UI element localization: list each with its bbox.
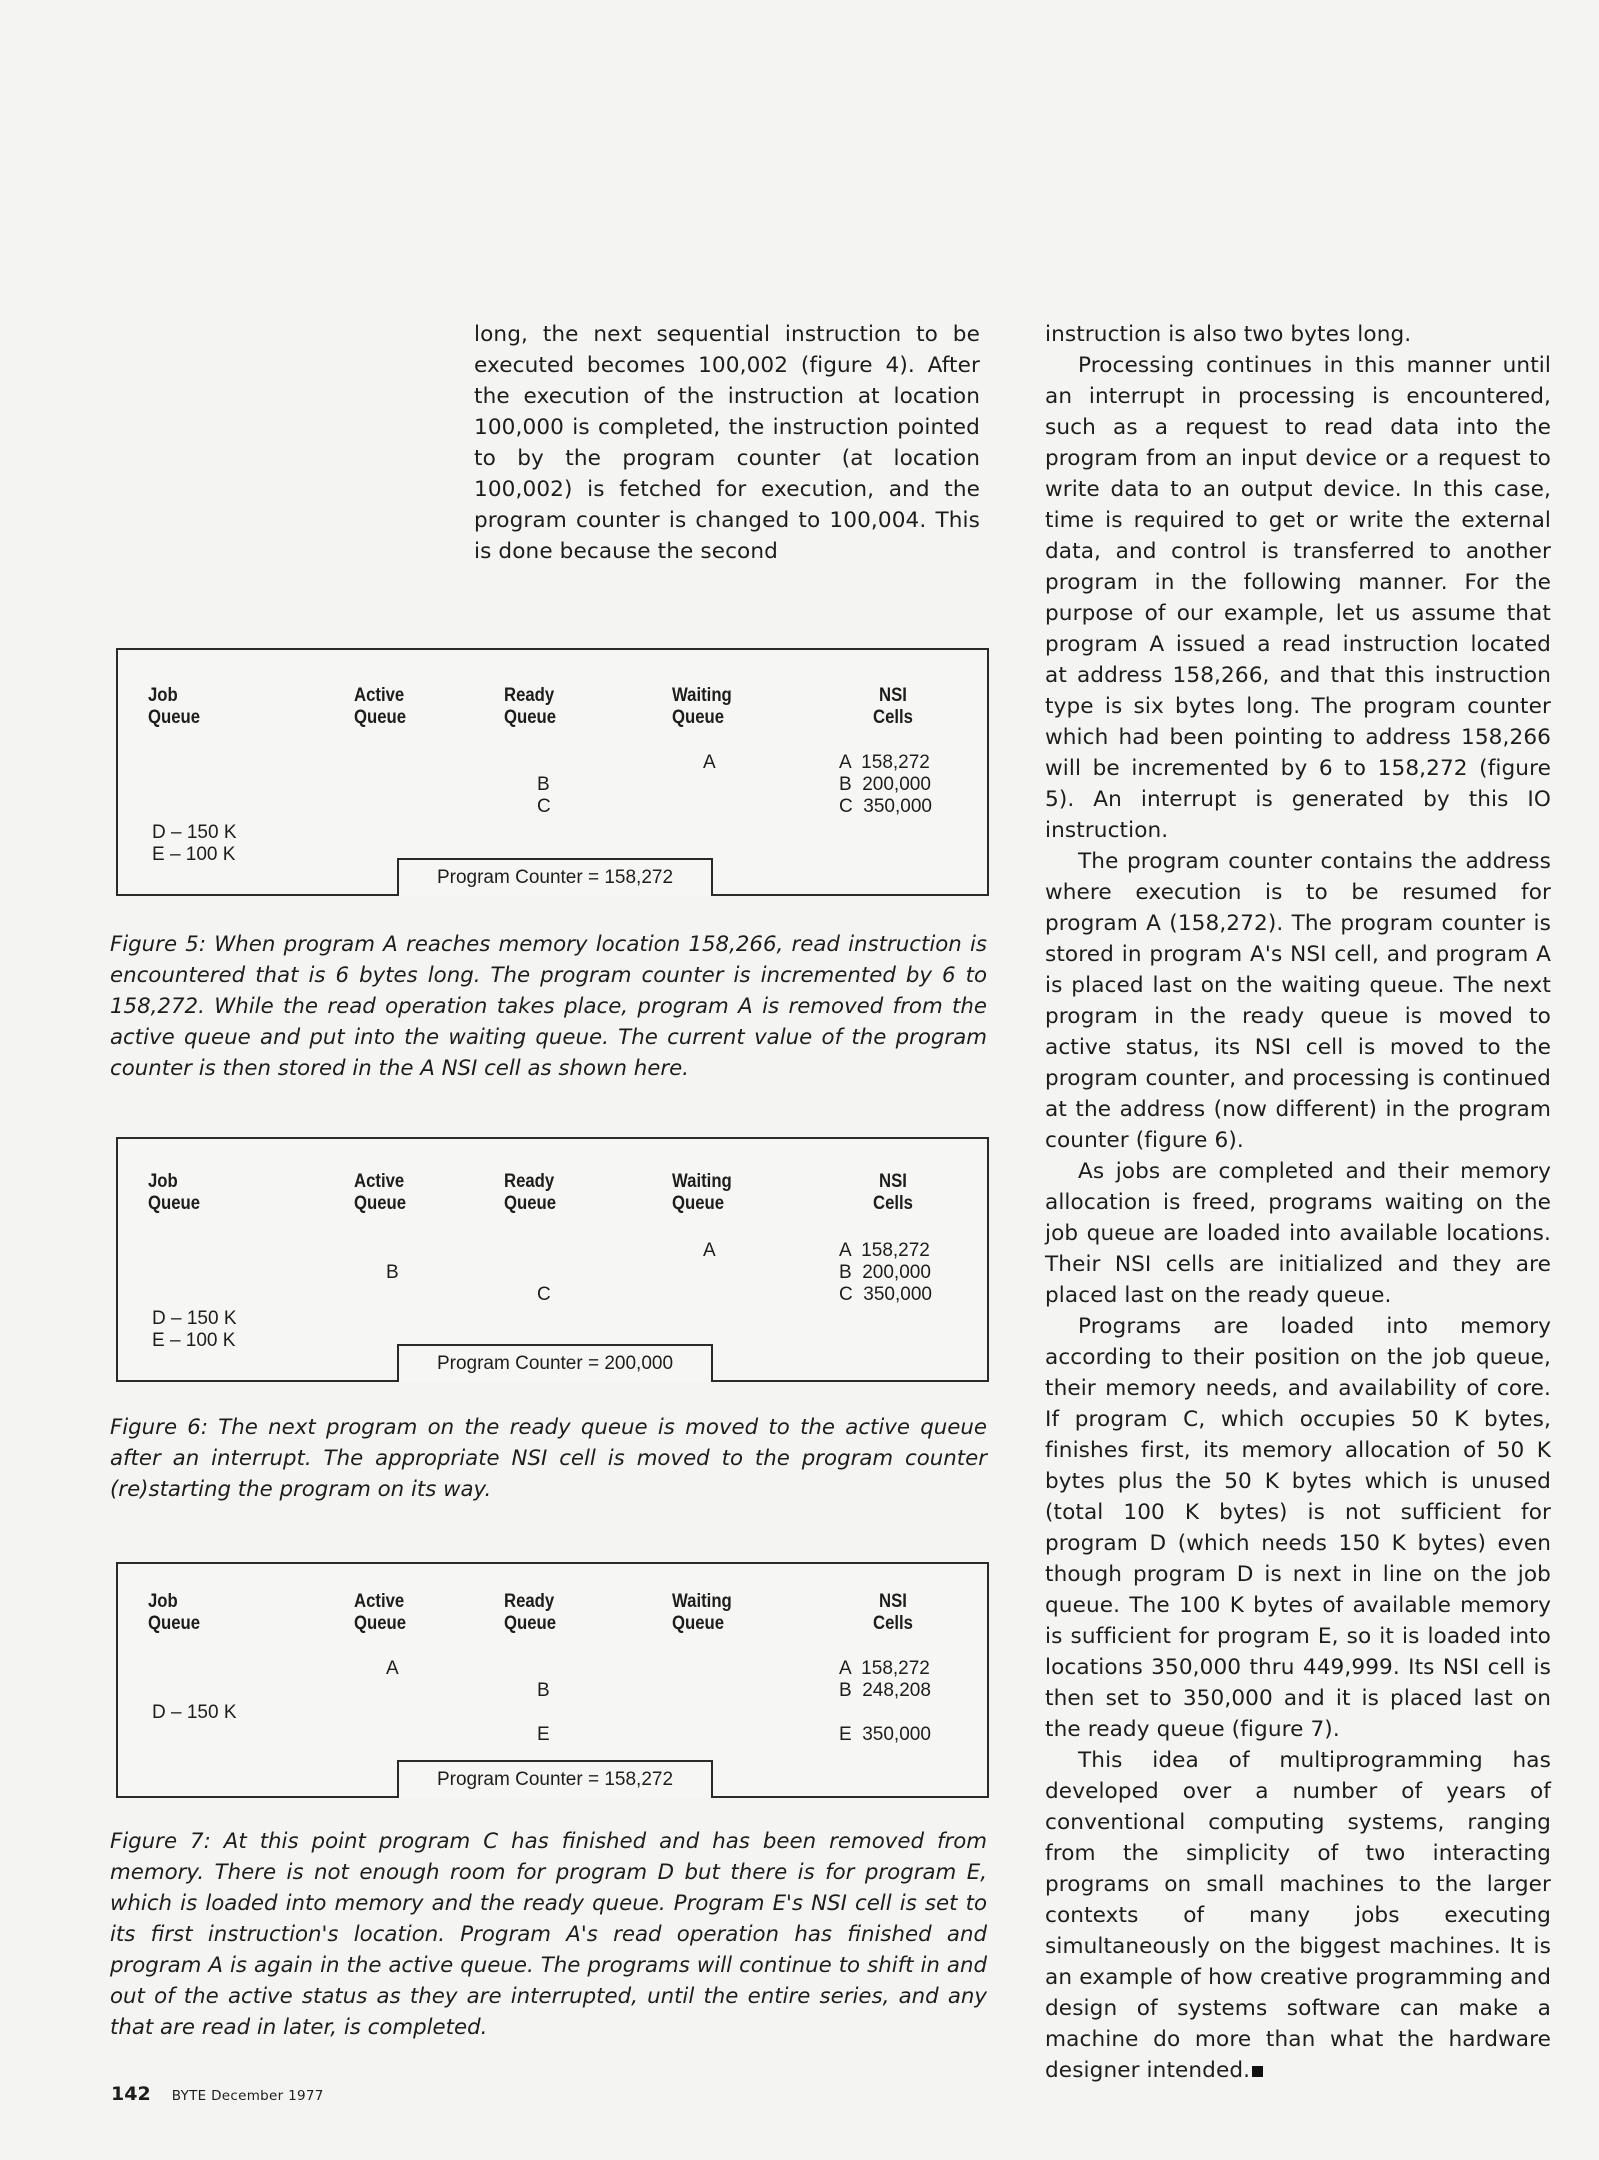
figure-7-diagram [116, 1562, 989, 1798]
article-column-top [474, 319, 980, 567]
program-counter-box: Program Counter = 158,272 [397, 858, 713, 896]
active-queue-item: A [386, 1658, 399, 1679]
job-queue-item: D – 150 K [152, 1308, 237, 1329]
paragraph: instruction is also two bytes long. [1045, 322, 1412, 347]
header-job-queue: Job Queue [148, 1591, 201, 1634]
header-job-queue: Job Queue [148, 685, 201, 728]
nsi-cell: A 158,272 [839, 1240, 930, 1261]
header-ready-queue: Ready Queue [504, 685, 557, 728]
nsi-cell: A 158,272 [839, 752, 930, 773]
nsi-cell: C 350,000 [839, 796, 932, 817]
nsi-cell: A 158,272 [839, 1658, 930, 1679]
header-active-queue: Active Queue [354, 1171, 407, 1214]
header-waiting-queue: Waiting Queue [672, 1171, 732, 1214]
figure-5-caption: Figure 5: When program A reaches memory location 158,266, read instruction is encountered that is 6 bytes long. The program counter is incremented by 6 to 158,272. While the read operation takes place, program A is removed from the active queue and put into the waiting queue. The current value of the program counter is then stored in the A NSI cell as shown here. [110, 932, 987, 1081]
ready-queue-item: E [537, 1724, 550, 1745]
header-waiting-queue: Waiting Queue [672, 1591, 732, 1634]
nsi-cell: C 350,000 [839, 1284, 932, 1305]
page-footer [111, 2083, 324, 2105]
header-active-queue: Active Queue [354, 1591, 407, 1634]
job-queue-item: D – 150 K [152, 1702, 237, 1723]
program-counter-box: Program Counter = 158,272 [397, 1760, 713, 1798]
ready-queue-item: B [537, 1680, 550, 1701]
job-queue-item: E – 100 K [152, 844, 236, 865]
waiting-queue-item: A [703, 752, 716, 773]
header-waiting-queue: Waiting Queue [672, 685, 732, 728]
figure-5-diagram [116, 648, 989, 896]
page-number: 142 [111, 2083, 151, 2105]
header-nsi-cells: NSI Cells [873, 685, 913, 728]
paragraph: Programs are loaded into memory according to their position on the job queue, their memory needs, and availability of core. If program C, which occupies 50 K bytes, finishes first, its memory allocation of 50 K bytes plus the 50 K bytes which is unused (total 100 K bytes) is not sufficient for program D (which needs 150 K bytes) even though program D is next in line on the job queue. The 100 K bytes of available memory is sufficient for program E, so it is loaded into locations 350,000 thru 449,999. Its NSI cell is then set to 350,000 and it is placed last on the ready queue (figure 7). [1045, 1314, 1551, 1742]
paragraph-text: This idea of multiprogramming has developed over a number of years of conventional computing systems, ranging from the simplicity of two interacting programs on small machines to the larger contexts of many jobs executing simultaneously on the biggest machines. It is an example of how creative programming and design of systems software can make a machine do more than what the hardware designer intended. [1045, 1748, 1551, 2083]
nsi-cell: B 200,000 [839, 774, 931, 795]
job-queue-item: E – 100 K [152, 1330, 236, 1351]
ready-queue-item: C [537, 796, 551, 817]
nsi-cell: B 248,208 [839, 1680, 931, 1701]
figure-6-diagram [116, 1137, 989, 1382]
header-nsi-cells: NSI Cells [873, 1591, 913, 1634]
header-ready-queue: Ready Queue [504, 1591, 557, 1634]
header-ready-queue: Ready Queue [504, 1171, 557, 1214]
ready-queue-item: B [537, 774, 550, 795]
figure-6-caption: Figure 6: The next program on the ready queue is moved to the active queue after an interrupt. The appropriate NSI cell is moved to the program counter (re)starting the program on its way. [110, 1415, 987, 1502]
header-nsi-cells: NSI Cells [873, 1171, 913, 1214]
publication-line: BYTE December 1977 [171, 2088, 324, 2104]
job-queue-item: D – 150 K [152, 822, 237, 843]
active-queue-item: B [386, 1262, 399, 1283]
paragraph: As jobs are completed and their memory allocation is freed, programs waiting on the job queue are loaded into available locations. Their NSI cells are initialized and they are placed last on the ready queue. [1045, 1159, 1551, 1308]
nsi-cell: E 350,000 [839, 1724, 931, 1745]
paragraph: Processing continues in this manner until an interrupt in processing is encountered, such as a request to read data into the program from an input device or a request to write data to an output device. In this case, time is required to get or write the external data, and control is transferred to another program in the following manner. For the purpose of our example, let us assume that program A issued a read instruction located at address 158,266, and that this instruction type is six bytes long. The program counter which had been pointing to address 158,266 will be incremented by 6 to 158,272 (figure 5). An interrupt is generated by this IO instruction. [1045, 353, 1551, 843]
paragraph: The program counter contains the address where execution is to be resumed for program A (158,272). The program counter is stored in program A's NSI cell, and program A is placed last on the waiting queue. The next program in the ready queue is moved to active status, its NSI cell is moved to the program counter, and processing is continued at the address (now different) in the program counter (figure 6). [1045, 849, 1551, 1153]
end-of-article-mark-icon [1252, 2066, 1263, 2077]
paragraph [1045, 1745, 1551, 2086]
header-job-queue: Job Queue [148, 1171, 201, 1214]
article-column-right [1045, 319, 1551, 2086]
header-active-queue: Active Queue [354, 685, 407, 728]
program-counter-box: Program Counter = 200,000 [397, 1344, 713, 1382]
waiting-queue-item: A [703, 1240, 716, 1261]
nsi-cell: B 200,000 [839, 1262, 931, 1283]
figure-7-caption: Figure 7: At this point program C has finished and has been removed from memory. There is not enough room for program D but there is for program E, which is loaded into memory and the ready queue. Program E's NSI cell is set to its first instruction's location. Program A's read operation has finished and program A is again in the active queue. The programs will continue to shift in and out of the active status as they are interrupted, until the entire series, and any that are read in later, is completed. [110, 1829, 987, 2040]
paragraph: long, the next sequential instruction to be executed becomes 100,002 (figure 4). After the execution of the instruction at location 100,000 is completed, the instruction pointed to by the program counter (at location 100,002) is fetched for execution, and the program counter is changed to 100,004. This is done because the second [474, 322, 980, 564]
ready-queue-item: C [537, 1284, 551, 1305]
